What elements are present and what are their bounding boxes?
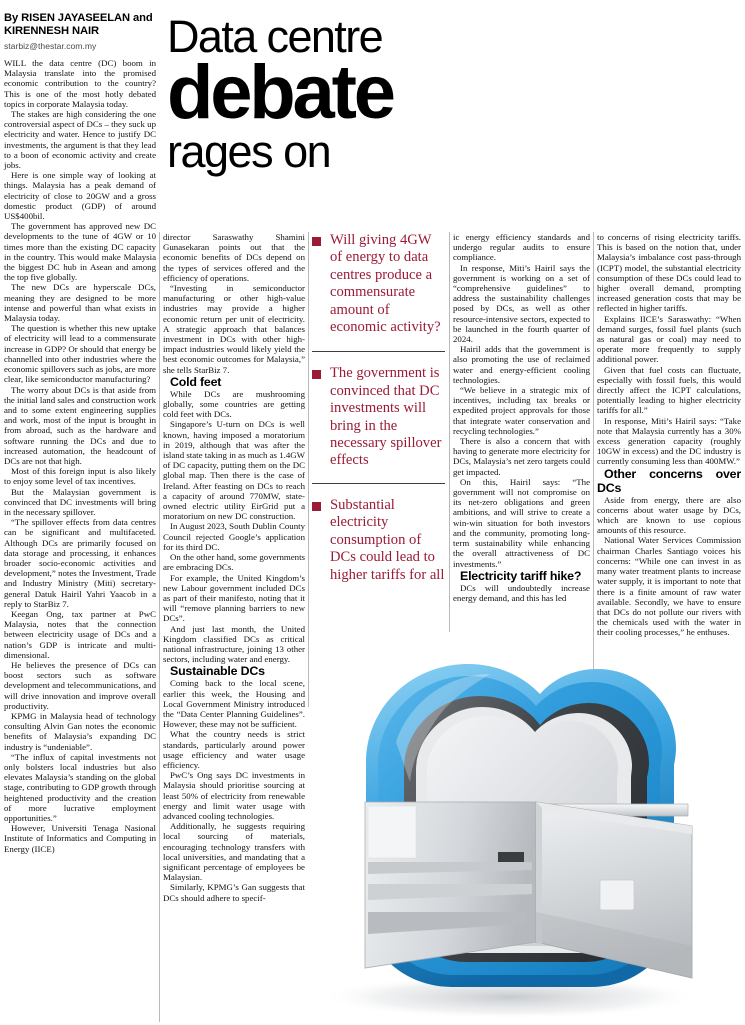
paragraph: For example, the United Kingdom’s new Labour government included DCs as part of their manifesto, noting that it will “remove planning barriers to new DCs”. xyxy=(163,572,305,624)
paragraph: “The spillover effects from data centres can be significant and multifaceted. Although DCs are primarily focused on data storage and processing, it enhances broader socio-economic activities and development,” notes the Investment, Trade and Industry Ministry (Miti) secretary-general Datuk Hairil Yahri Yaacob in a reply to StarBiz 7. xyxy=(4,517,156,609)
paragraph: Explains IICE’s Saraswathy: “When demand surges, fossil fuel plants (such as natural gas or coal) may need to operate more frequently to supply additional power. xyxy=(597,313,741,365)
paragraph: Here is one simple way of looking at things. Malaysia has a peak demand of electricity of close to 20GW and a gross domestic product (GDP) of around US$400bil. xyxy=(4,170,156,222)
paragraph: There is also a concern that with having to generate more electricity for DCs, Malaysia’s net zero targets could get impacted. xyxy=(453,436,590,477)
paragraph: The stakes are high considering the one controversial aspect of DCs – they suck up electricity and water. Hence to justify DC investments, the argument is that they lead to a boon of economic activity and create jobs. xyxy=(4,109,156,171)
headline-line-2: debate xyxy=(167,50,393,135)
pull-quote-text: Will giving 4GW of energy to data centres produce a commensurate amount of economic activity? xyxy=(330,232,441,336)
pull-quote-divider xyxy=(312,483,445,484)
article-column-2 xyxy=(163,232,305,903)
subheading-electricity-tariff-hike: Electricity tariff hike? xyxy=(460,568,582,583)
cloud-storage-drawer-illustration xyxy=(300,612,745,1025)
headline-line-3: rages on xyxy=(167,126,331,177)
paragraph: KPMG in Malaysia head of technology consulting Alvin Gan notes the economic benefits of Malaysia’s expanding DC industry is “undeniable”. xyxy=(4,711,156,752)
paragraph: to concerns of rising electricity tariffs. This is based on the notion that, under Malaysia’s imbalance cost pass-through (ICPT) model, the substantial electricity consumption of these DCs could lead to higher overall demand, prompting increased generation costs that may be reflected in higher tariffs. xyxy=(597,232,741,314)
headline-line-1: Data centre xyxy=(167,11,383,62)
pull-quote xyxy=(312,232,445,336)
paragraph: Similarly, KPMG’s Gan suggests that DCs should adhere to specif- xyxy=(163,882,305,903)
paragraph: “Investing in semiconductor manufacturing or other high-value industries may provide a higher economic return per unit of electricity. A strategic approach that balances investment in DCs with other high-impact industries would likely yield the best economic outcomes for Malaysia,” she tells StarBiz 7. xyxy=(163,283,305,375)
drawer-connector xyxy=(498,852,524,862)
pull-quote-text: Substantial electricity consumption of DCs could lead to higher tariffs for all xyxy=(330,496,445,583)
paragraph: He believes the presence of DCs can boost sectors such as software development and telecommunications, and will drive innovation and improve overall productivity. xyxy=(4,659,156,711)
column-rule-3 xyxy=(449,232,450,632)
pull-quote-divider xyxy=(312,351,445,352)
square-bullet-icon xyxy=(312,370,321,379)
paragraph: What the country needs is strict standards, particularly around power usage efficiency and water usage efficiency. xyxy=(163,729,305,770)
article-column-4 xyxy=(453,232,590,603)
pull-quote xyxy=(312,365,445,469)
byline xyxy=(4,12,156,52)
paragraph: Coming back to the local scene, earlier this week, the Housing and Local Government Ministry introduced the “Data Center Planning Guidelines”. However, these may not be sufficient. xyxy=(163,678,305,730)
paragraph: On this, Hairil says: “The government will not compromise on its net-zero obligations and green ambitions, and will strive to create a win-win situation for both investors and the community, promoting long-term sustainability while enhancing the overall attractiveness of DC investments.” xyxy=(453,476,590,569)
paragraph: Aside from energy, there are also concerns about water usage by DCs, which are known to use copious amounts of this resource. xyxy=(597,494,741,536)
paragraph: The government has approved new DC developments to the tune of 4GW or 10 times more than the existing DC capacity in the country. This would make Malaysia the biggest DC hub in Asean and among the top five globally. xyxy=(4,221,156,283)
paragraph: And just last month, the United Kingdom classified DCs as critical national infrastructure, joining 13 other sectors, including water and energy. xyxy=(163,623,305,665)
cloud-illustration-svg xyxy=(300,612,745,1025)
article-column-1 xyxy=(4,58,156,854)
paragraph: The worry about DCs is that aside from the initial land sales and construction work and to some extent engineering supplies and work, most of the input is brought in from abroad, such as the hardware and software running the DCs and due to increased automation, the headcount of DCs are not that high. xyxy=(4,384,156,466)
pull-quote-text: The government is convinced that DC investments will bring in the necessary spillover effects xyxy=(330,365,442,469)
paragraph: On the other hand, some governments are embracing DCs. xyxy=(163,552,305,573)
paragraph: PwC’s Ong says DC investments in Malaysia should prioritise sourcing at least 50% of electricity from renewable energy and limit water usage with advanced cooling technologies. xyxy=(163,770,305,821)
paragraph: The new DCs are hyperscale DCs, meaning they are designed to be more intense and powerful than what exists in Malaysia today. xyxy=(4,282,156,324)
paragraph: Most of this foreign input is also likely to enjoy some level of tax incentives. xyxy=(4,466,156,487)
paragraph: In August 2023, South Dublin County Council rejected Google’s application for its third DC. xyxy=(163,521,305,552)
paragraph: director Saraswathy Shamini Gunasekaran points out that the economic benefits of DCs depend on the types of services offered and the efficiency of operations. xyxy=(163,232,305,283)
byline-email: starbiz@thestar.com.my xyxy=(4,40,97,51)
square-bullet-icon xyxy=(312,237,321,246)
paragraph: Given that fuel costs can fluctuate, especially with fossil fuels, this would directly affect the ICPT calculations, potentially leading to higher electricity tariffs for all.” xyxy=(597,364,741,416)
article-column-5 xyxy=(597,232,741,638)
paragraph: However, Universiti Tenaga Nasional Institute of Informatics and Computing in Energy (IICE) xyxy=(4,823,156,854)
drawer-label-panel xyxy=(368,806,416,858)
pull-quote-column xyxy=(312,232,445,584)
pull-quote xyxy=(312,497,445,584)
paragraph: Keegan Ong, tax partner at PwC Malaysia, notes that the connection between electricity usage of DCs and a nation’s GDP is intricate and multi-dimensional. xyxy=(4,608,156,660)
paragraph: ic energy efficiency standards and undergo regular audits to ensure compliance. xyxy=(453,232,590,263)
paragraph: The question is whether this new uptake of electricity will lead to a commensurate increase in GDP? Or should that energy be channelled into other industries where the economic spillovers such as jobs, are more clear, like semiconductor manufacturing? xyxy=(4,323,156,385)
byline-authors: By RISEN JAYASEELAN and KIRENNESH NAIR xyxy=(4,12,153,38)
paragraph: National Water Services Commission chairman Charles Santiago voices his concerns: “While one can invest in as many water treatment plants to increase water supply, it is important to note that there is a finite amount of raw water available. Secondly, we have to ensure that DCs do not pollute our rivers with the chemicals used with the water in their cooling processes,” he enthuses. xyxy=(597,535,741,638)
column-rule-1 xyxy=(159,232,160,1022)
paragraph: While DCs are mushrooming globally, some countries are getting cold feet with DCs. xyxy=(163,388,305,420)
paragraph: WILL the data centre (DC) boom in Malaysia translate into the promised economic contribution to the country? This is one of the most hotly debated topics in corporate Malaysia today. xyxy=(4,58,156,109)
paragraph: But the Malaysian government is convinced that DC investments will bring in the necessary spillover. xyxy=(4,486,156,517)
paragraph: Singapore’s U-turn on DCs is well known, having imposed a moratorium in 2019, although that was after the island state taking in as much as 1.4GW of DC capacity, putting them on the DC global map. Then there is the case of Ireland. After feasting on DCs to reach a capacity of around 770MW, state-owned electric utility EirGrid put a moratorium on new DC construction. xyxy=(163,419,305,522)
page-headline xyxy=(167,11,587,177)
subheading-cold-feet: Cold feet xyxy=(170,374,222,389)
paragraph: “We believe in a strategic mix of incentives, including tax breaks or expedited project approvals for those that integrate water conservation and recycling technologies.” xyxy=(453,385,590,436)
paragraph: In response, Miti’s Hairil says the government is working on a set of “comprehensive guidelines” to address the sustainability challenges posed by DCs, as well as other resource-intensive sectors, expected to be launched in the fourth quarter of 2024. xyxy=(453,262,590,345)
paragraph: DCs will undoubtedly increase energy demand, and this has led xyxy=(453,582,590,603)
paragraph: Additionally, he suggests requiring local sourcing of materials, encouraging technology transfers with local universities, and mandating that a significant percentage of employees be Malaysian. xyxy=(163,821,305,883)
subheading-other-concerns: Other concerns over DCs xyxy=(597,466,741,495)
paragraph: “The influx of capital investments not only bolsters local industries but also elevates Malaysia’s standing on the global stage, contributing to GDP growth through heightened productivity and the creation of more lucrative employment opportunities.” xyxy=(4,751,156,824)
subheading-sustainable-dcs: Sustainable DCs xyxy=(170,664,265,679)
drawer-front-card-holder xyxy=(600,880,634,910)
square-bullet-icon xyxy=(312,502,321,511)
paragraph: Hairil adds that the government is also promoting the use of reclaimed water and energy-efficient cooling technologies. xyxy=(453,344,590,385)
paragraph: In response, Miti’s Hairil says: “Take note that Malaysia currently has a 30% excess generation capacity (roughly 10GW in excess) and the DC industry is currently consuming less than 400MW.” xyxy=(597,415,741,467)
